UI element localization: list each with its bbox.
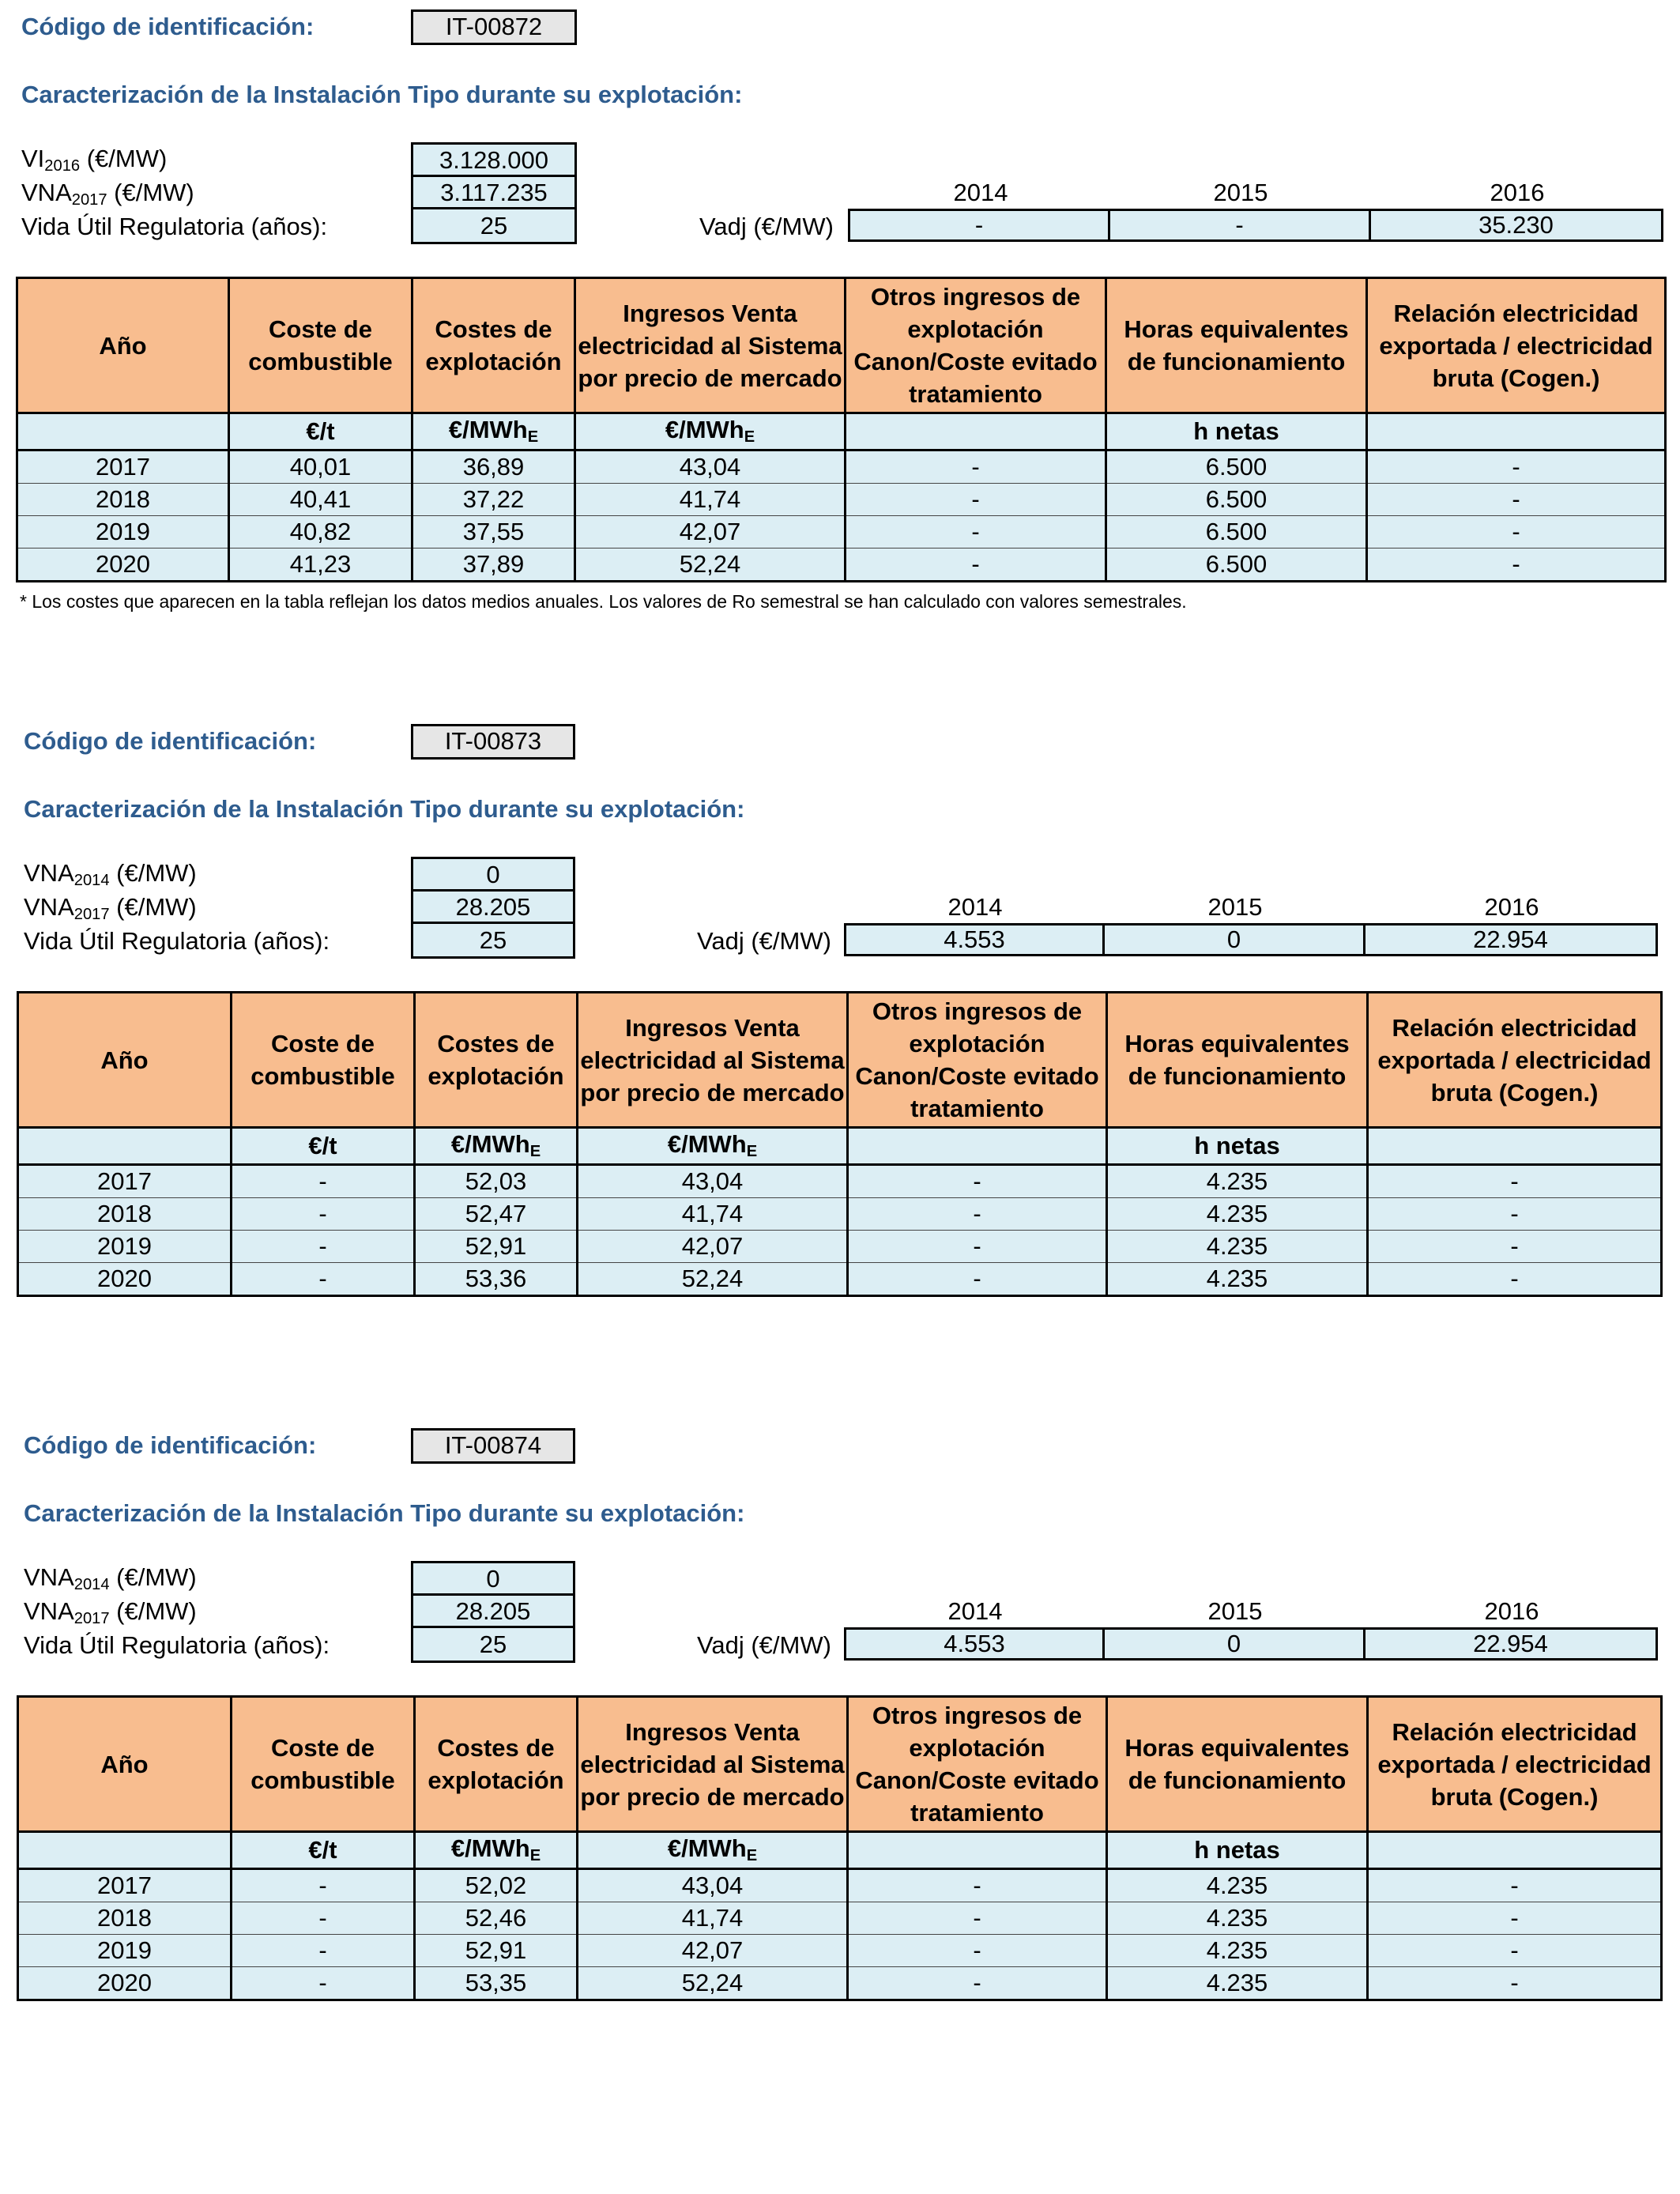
cell-relacion: - <box>1368 1198 1662 1231</box>
cell-horas: 4.235 <box>1107 1165 1368 1198</box>
header-cell: Relación electricidad exportada / electricidad bruta (Cogen.) <box>1368 993 1662 1128</box>
unit-cell: €/t <box>229 413 412 450</box>
header-cell: Coste de combustible <box>229 278 412 413</box>
code-box: IT-00874 <box>411 1428 575 1464</box>
cell-horas: 4.235 <box>1107 1935 1368 1967</box>
table-row <box>18 1165 1662 1198</box>
vadj-value-2015: 0 <box>1102 1627 1365 1661</box>
unit-cell: €/t <box>232 1832 415 1869</box>
cell-relacion: - <box>1367 516 1666 548</box>
cell-ingresos: 43,04 <box>578 1869 848 1902</box>
cell-combustible: - <box>232 1967 415 2000</box>
unit-cell: h netas <box>1107 1832 1368 1869</box>
vadj-year-2015: 2015 <box>1213 179 1268 206</box>
code-box: IT-00872 <box>411 9 577 45</box>
cell-ingresos: 41,74 <box>578 1902 848 1935</box>
param-label-vna-2014: $VNA_{2014}$ (€/MW) <box>24 859 197 890</box>
cell-year: 2018 <box>18 1198 232 1231</box>
table-row <box>17 548 1666 582</box>
vadj-year-2014: 2014 <box>947 1597 1003 1625</box>
cell-otros: - <box>848 1165 1107 1198</box>
table-row <box>18 1263 1662 1296</box>
cell-year: 2020 <box>17 548 229 582</box>
cell-explotacion: 37,89 <box>412 548 575 582</box>
cell-explotacion: 52,02 <box>415 1869 578 1902</box>
installation-block-0 <box>0 0 1680 711</box>
param-value-vida-util: 25 <box>411 207 577 244</box>
unit-cell: €/MWh$_E$ <box>578 1832 848 1869</box>
param-label-vna-2017: $VNA_{2017}$ (€/MW) <box>24 1597 197 1628</box>
unit-cell <box>1367 413 1666 450</box>
param-value-vna-2014: 0 <box>411 857 575 892</box>
vadj-year-2016: 2016 <box>1484 1597 1539 1625</box>
vadj-value-2014: 4.553 <box>844 923 1105 956</box>
data-table <box>17 991 1663 1297</box>
param-label-vida-util: Vida Útil Regulatoria (años): <box>24 1631 330 1659</box>
vadj-value-2016: 35.230 <box>1369 209 1663 242</box>
table-row <box>18 1231 1662 1263</box>
unit-cell <box>18 1832 232 1869</box>
header-cell: Coste de combustible <box>232 993 415 1128</box>
cell-year: 2017 <box>17 450 229 484</box>
cell-combustible: - <box>232 1935 415 1967</box>
cell-otros: - <box>848 1263 1107 1296</box>
header-cell: Ingresos Venta electricidad al Sistema por precio de mercado <box>578 993 848 1128</box>
param-label-vi: $VI_{2016}$ (€/MW) <box>21 145 168 175</box>
cell-explotacion: 53,36 <box>415 1263 578 1296</box>
cell-explotacion: 52,91 <box>415 1935 578 1967</box>
cell-otros: - <box>846 516 1106 548</box>
cell-horas: 4.235 <box>1107 1967 1368 2000</box>
installation-block-1 <box>0 714 1680 1426</box>
table-row <box>18 1967 1662 2000</box>
table-row <box>17 516 1666 548</box>
header-cell: Costes de explotación <box>415 993 578 1128</box>
vadj-value-2015: 0 <box>1102 923 1365 956</box>
header-cell: Otros ingresos de explotación Canon/Coste evitado tratamiento <box>848 1697 1107 1832</box>
vadj-year-2014: 2014 <box>947 893 1003 921</box>
block-subtitle: Caracterización de la Instalación Tipo durante su explotación: <box>24 795 745 823</box>
cell-year: 2019 <box>18 1935 232 1967</box>
table-row <box>18 1198 1662 1231</box>
cell-relacion: - <box>1367 548 1666 582</box>
param-label-vna-2014: $VNA_{2014}$ (€/MW) <box>24 1563 197 1594</box>
unit-cell <box>1368 1832 1662 1869</box>
table-row <box>17 450 1666 484</box>
cell-explotacion: 52,91 <box>415 1231 578 1263</box>
cell-ingresos: 52,24 <box>578 1263 848 1296</box>
vadj-year-2014: 2014 <box>953 179 1008 206</box>
param-label-vida-util: Vida Útil Regulatoria (años): <box>21 213 328 240</box>
header-cell: Coste de combustible <box>232 1697 415 1832</box>
block-subtitle: Caracterización de la Instalación Tipo durante su explotación: <box>21 81 743 108</box>
unit-cell <box>848 1832 1107 1869</box>
header-cell: Otros ingresos de explotación Canon/Coste evitado tratamiento <box>848 993 1107 1128</box>
unit-cell <box>848 1128 1107 1165</box>
param-value-vna-2014: 0 <box>411 1561 575 1596</box>
cell-combustible: 40,41 <box>229 484 412 516</box>
cell-ingresos: 43,04 <box>578 1165 848 1198</box>
param-value-vida-util: 25 <box>411 922 575 959</box>
cell-horas: 6.500 <box>1106 450 1367 484</box>
unit-cell <box>1368 1128 1662 1165</box>
cell-explotacion: 52,46 <box>415 1902 578 1935</box>
param-label-vna-2017: $VNA_{2017}$ (€/MW) <box>24 893 197 924</box>
cell-horas: 4.235 <box>1107 1263 1368 1296</box>
cell-ingresos: 42,07 <box>578 1935 848 1967</box>
cell-year: 2017 <box>18 1869 232 1902</box>
cell-explotacion: 52,03 <box>415 1165 578 1198</box>
cell-relacion: - <box>1367 450 1666 484</box>
code-label: Código de identificación: <box>21 13 315 40</box>
cell-otros: - <box>846 484 1106 516</box>
header-cell: Horas equivalentes de funcionamiento <box>1107 993 1368 1128</box>
cell-year: 2019 <box>18 1231 232 1263</box>
cell-otros: - <box>848 1231 1107 1263</box>
vadj-year-2016: 2016 <box>1484 893 1539 921</box>
vadj-label: Vadj (€/MW) <box>699 213 834 240</box>
unit-cell: €/MWh$_E$ <box>575 413 846 450</box>
cell-combustible: - <box>232 1198 415 1231</box>
cell-otros: - <box>848 1935 1107 1967</box>
footnote: * Los costes que aparecen en la tabla reflejan los datos medios anuales. Los valores de Ro semestral se han calculado con valores semestrales. <box>20 591 1187 612</box>
cell-relacion: - <box>1368 1935 1662 1967</box>
vadj-label: Vadj (€/MW) <box>697 1631 831 1659</box>
cell-explotacion: 53,35 <box>415 1967 578 2000</box>
param-value-vna-2017: 28.205 <box>411 889 575 924</box>
param-value-vi: 3.128.000 <box>411 142 577 177</box>
cell-explotacion: 37,22 <box>412 484 575 516</box>
vadj-value-2014: - <box>848 209 1110 242</box>
table-units-row <box>17 413 1666 450</box>
cell-horas: 6.500 <box>1106 548 1367 582</box>
table-row <box>18 1902 1662 1935</box>
cell-year: 2017 <box>18 1165 232 1198</box>
vadj-value-2016: 22.954 <box>1363 1627 1658 1661</box>
cell-relacion: - <box>1368 1263 1662 1296</box>
cell-combustible: 40,82 <box>229 516 412 548</box>
cell-ingresos: 43,04 <box>575 450 846 484</box>
cell-ingresos: 41,74 <box>575 484 846 516</box>
param-value-vna-2017: 28.205 <box>411 1593 575 1628</box>
data-table <box>16 277 1667 582</box>
param-label-vida-util: Vida Útil Regulatoria (años): <box>24 927 330 955</box>
cell-ingresos: 52,24 <box>578 1967 848 2000</box>
cell-relacion: - <box>1368 1869 1662 1902</box>
cell-relacion: - <box>1368 1902 1662 1935</box>
cell-explotacion: 52,47 <box>415 1198 578 1231</box>
vadj-year-2016: 2016 <box>1490 179 1545 206</box>
unit-cell <box>846 413 1106 450</box>
table-units-row <box>18 1128 1662 1165</box>
cell-combustible: - <box>232 1902 415 1935</box>
unit-cell: €/MWh$_E$ <box>412 413 575 450</box>
cell-ingresos: 41,74 <box>578 1198 848 1231</box>
cell-otros: - <box>846 548 1106 582</box>
header-cell: Ingresos Venta electricidad al Sistema por precio de mercado <box>575 278 846 413</box>
cell-relacion: - <box>1368 1165 1662 1198</box>
cell-otros: - <box>846 450 1106 484</box>
table-units-row <box>18 1832 1662 1869</box>
unit-cell: h netas <box>1107 1128 1368 1165</box>
cell-otros: - <box>848 1902 1107 1935</box>
cell-ingresos: 52,24 <box>575 548 846 582</box>
header-cell: Año <box>18 993 232 1128</box>
vadj-label: Vadj (€/MW) <box>697 927 831 955</box>
cell-year: 2018 <box>17 484 229 516</box>
header-cell: Otros ingresos de explotación Canon/Coste evitado tratamiento <box>846 278 1106 413</box>
table-header-row <box>17 278 1666 413</box>
param-value-vna: 3.117.235 <box>411 175 577 209</box>
param-value-vida-util: 25 <box>411 1626 575 1663</box>
header-cell: Año <box>17 278 229 413</box>
header-cell: Costes de explotación <box>415 1697 578 1832</box>
vadj-value-2015: - <box>1108 209 1371 242</box>
cell-explotacion: 36,89 <box>412 450 575 484</box>
header-cell: Costes de explotación <box>412 278 575 413</box>
cell-horas: 6.500 <box>1106 484 1367 516</box>
vadj-year-2015: 2015 <box>1207 893 1263 921</box>
cell-otros: - <box>848 1869 1107 1902</box>
header-cell: Relación electricidad exportada / electricidad bruta (Cogen.) <box>1368 1697 1662 1832</box>
unit-cell: €/t <box>232 1128 415 1165</box>
cell-explotacion: 37,55 <box>412 516 575 548</box>
cell-year: 2020 <box>18 1967 232 2000</box>
cell-combustible: - <box>232 1165 415 1198</box>
vadj-value-2016: 22.954 <box>1363 923 1658 956</box>
cell-relacion: - <box>1368 1231 1662 1263</box>
cell-year: 2020 <box>18 1263 232 1296</box>
cell-relacion: - <box>1367 484 1666 516</box>
cell-ingresos: 42,07 <box>575 516 846 548</box>
cell-horas: 4.235 <box>1107 1902 1368 1935</box>
header-cell: Relación electricidad exportada / electricidad bruta (Cogen.) <box>1367 278 1666 413</box>
cell-horas: 4.235 <box>1107 1198 1368 1231</box>
cell-combustible: - <box>232 1263 415 1296</box>
header-cell: Horas equivalentes de funcionamiento <box>1106 278 1367 413</box>
table-header-row <box>18 993 1662 1128</box>
table-row <box>18 1869 1662 1902</box>
code-label: Código de identificación: <box>24 727 317 755</box>
cell-otros: - <box>848 1198 1107 1231</box>
param-label-vna: $VNA_{2017}$ (€/MW) <box>21 179 194 209</box>
table-row <box>17 484 1666 516</box>
installation-block-2 <box>0 1419 1680 2130</box>
table-header-row <box>18 1697 1662 1832</box>
cell-year: 2019 <box>17 516 229 548</box>
unit-cell <box>17 413 229 450</box>
unit-cell <box>18 1128 232 1165</box>
cell-combustible: 41,23 <box>229 548 412 582</box>
code-label: Código de identificación: <box>24 1431 317 1459</box>
data-table <box>17 1695 1663 2001</box>
block-subtitle: Caracterización de la Instalación Tipo durante su explotación: <box>24 1499 745 1527</box>
cell-year: 2018 <box>18 1902 232 1935</box>
unit-cell: €/MWh$_E$ <box>415 1128 578 1165</box>
cell-horas: 4.235 <box>1107 1869 1368 1902</box>
cell-relacion: - <box>1368 1967 1662 2000</box>
unit-cell: €/MWh$_E$ <box>415 1832 578 1869</box>
code-box: IT-00873 <box>411 724 575 760</box>
header-cell: Horas equivalentes de funcionamiento <box>1107 1697 1368 1832</box>
unit-cell: h netas <box>1106 413 1367 450</box>
vadj-value-2014: 4.553 <box>844 1627 1105 1661</box>
cell-horas: 4.235 <box>1107 1231 1368 1263</box>
header-cell: Año <box>18 1697 232 1832</box>
cell-otros: - <box>848 1967 1107 2000</box>
unit-cell: €/MWh$_E$ <box>578 1128 848 1165</box>
cell-combustible: - <box>232 1231 415 1263</box>
cell-ingresos: 42,07 <box>578 1231 848 1263</box>
cell-combustible: 40,01 <box>229 450 412 484</box>
vadj-year-2015: 2015 <box>1207 1597 1263 1625</box>
cell-horas: 6.500 <box>1106 516 1367 548</box>
header-cell: Ingresos Venta electricidad al Sistema por precio de mercado <box>578 1697 848 1832</box>
cell-combustible: - <box>232 1869 415 1902</box>
table-row <box>18 1935 1662 1967</box>
